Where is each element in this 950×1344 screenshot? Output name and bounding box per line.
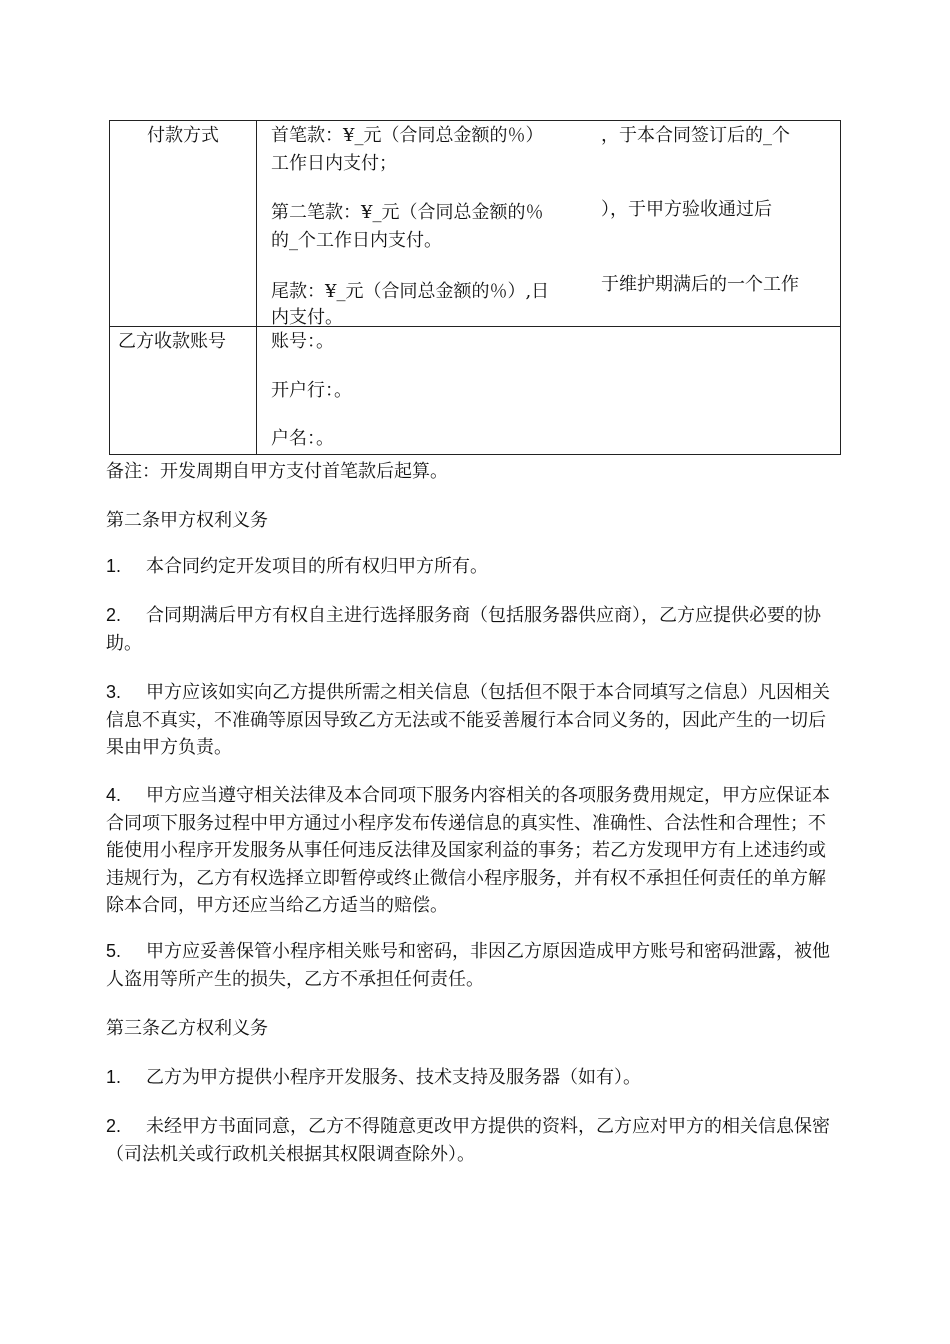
payment-line: 尾款：¥_元（合同总金额的％）,日: [271, 281, 550, 302]
account-label-cell: [110, 327, 257, 455]
item-text: 甲方应妥善保管小程序相关账号和密码，非因乙方原因造成甲方账号和密码泄露，被他人盗用等所产生的损失，乙方不承担任何责任。: [106, 941, 830, 990]
account-number: 账号：。: [271, 331, 334, 352]
note-text: 备注：开发周期自甲方支付首笔款后起算。: [106, 461, 448, 482]
section2-item-5: [106, 938, 838, 993]
payment-content-cell: [257, 121, 841, 327]
item-number: 1.: [106, 556, 122, 576]
section3-item-1: [106, 1064, 838, 1092]
item-number: 2.: [106, 605, 122, 625]
account-content-cell: [257, 327, 841, 455]
section3-item-2: [106, 1113, 838, 1168]
section2-title: 第二条甲方权利义务: [106, 510, 268, 531]
item-number: 4.: [106, 785, 122, 805]
item-number: 3.: [106, 682, 122, 702]
item-text: 甲方应当遵守相关法律及本合同项下服务内容相关的各项服务费用规定，甲方应保证本合同项下服务过程中甲方通过小程序发布传递信息的真实性、准确性、合法性和合理性；不能使用小程序开发服务从事任何违反法律及国家利益的事务；若乙方发现甲方有上述违约或违规行为，乙方有权选择立即暂停或终止微信小程序服务，并有权不承担任何责任的单方解除本合同，甲方还应当给乙方适当的赔偿。: [106, 785, 830, 916]
item-text: 未经甲方书面同意，乙方不得随意更改甲方提供的资料，乙方应对甲方的相关信息保密（司法机关或行政机关根据其权限调查除外）。: [106, 1116, 830, 1165]
section2-item-1: [106, 553, 838, 581]
payment-line: ），于甲方验收通过后: [601, 199, 772, 220]
section2-item-4: [106, 782, 838, 920]
item-number: 5.: [106, 941, 122, 961]
section3-title: 第三条乙方权利义务: [106, 1018, 268, 1039]
item-text: 乙方为甲方提供小程序开发服务、技术支持及服务器（如有）。: [146, 1067, 641, 1088]
payment-line: 于维护期满后的一个工作: [601, 274, 799, 295]
section2-item-3: [106, 679, 838, 762]
payment-label: 付款方式: [147, 125, 219, 146]
payment-row: [110, 121, 841, 327]
payment-line: 的_个工作日内支付。: [271, 230, 442, 251]
payment-table: [109, 120, 841, 455]
item-text: 合同期满后甲方有权自主进行选择服务商（包括服务器供应商），乙方应提供必要的协助。: [106, 605, 821, 654]
payment-line: 首笔款：¥_元（合同总金额的％）: [271, 125, 544, 146]
account-bank: 开户行：。: [271, 380, 352, 401]
item-text: 本合同约定开发项目的所有权归甲方所有。: [146, 556, 488, 577]
account-holder: 户名：。: [271, 428, 334, 449]
payment-label-cell: [110, 121, 257, 327]
payment-line: ，于本合同签订后的_个: [601, 125, 790, 146]
account-row: [110, 327, 841, 455]
item-number: 1.: [106, 1067, 122, 1087]
section2-item-2: [106, 602, 838, 657]
payment-line: 内支付。: [271, 307, 343, 328]
payment-line: 工作日内支付；: [271, 153, 397, 174]
item-text: 甲方应该如实向乙方提供所需之相关信息（包括但不限于本合同填写之信息）凡因相关信息不真实，不准确等原因导致乙方无法或不能妥善履行本合同义务的，因此产生的一切后果由甲方负责。: [106, 682, 830, 758]
payment-line: 第二笔款：¥_元（合同总金额的％: [271, 202, 544, 223]
item-number: 2.: [106, 1116, 122, 1136]
account-label: 乙方收款账号: [118, 331, 226, 352]
